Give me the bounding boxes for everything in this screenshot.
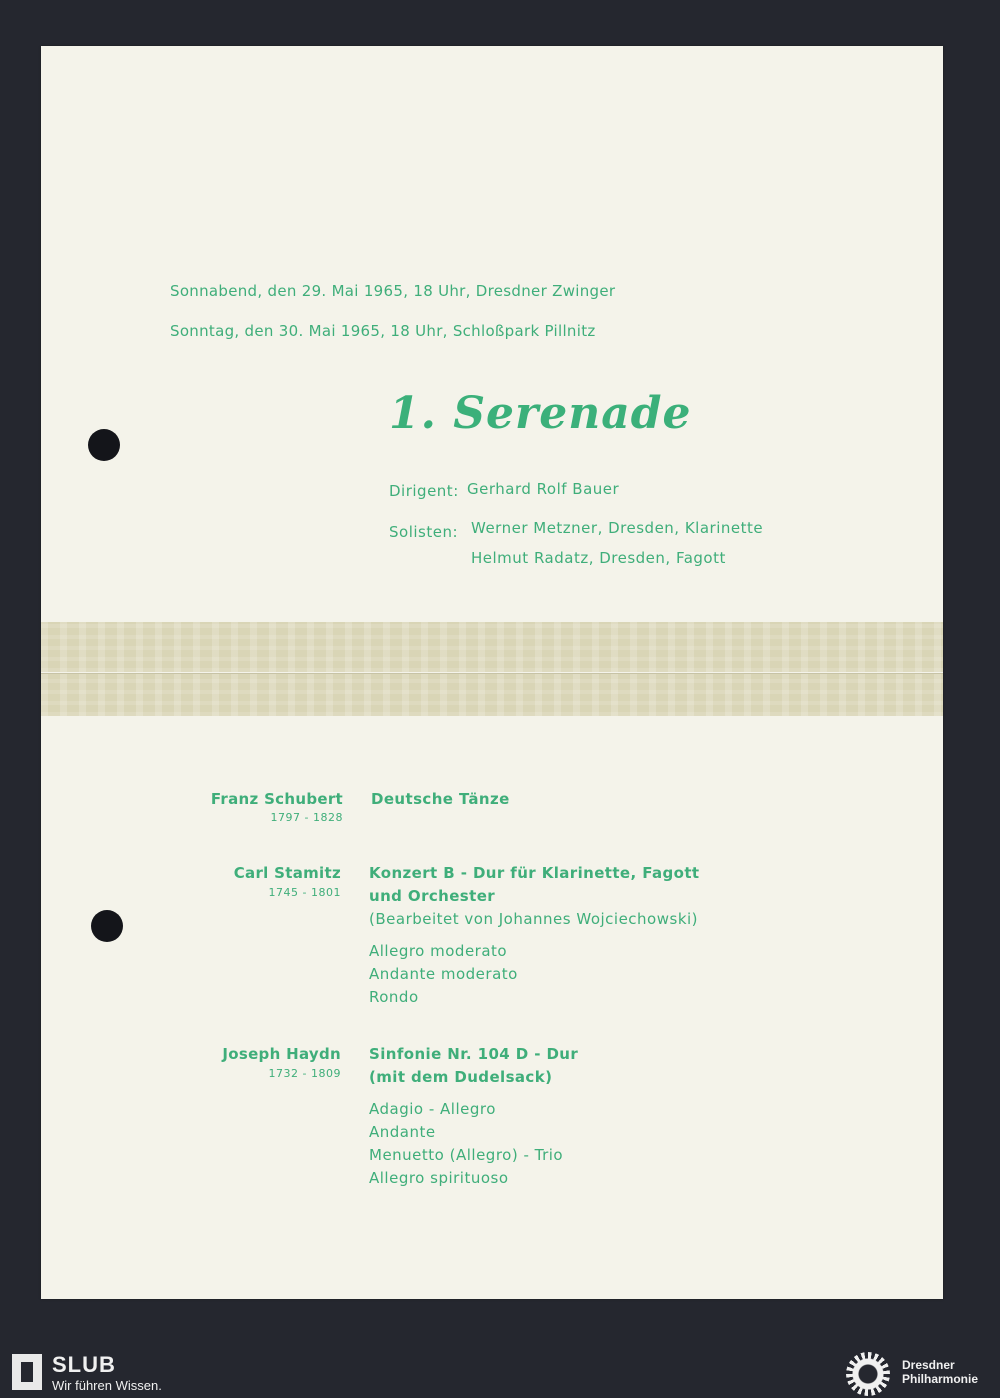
conductor-name: Gerhard Rolf Bauer — [467, 480, 620, 498]
program-sheet — [41, 46, 943, 1299]
soloist-2: Helmut Radatz, Dresden, Fagott — [471, 549, 726, 567]
work-title-continued: und Orchester — [369, 887, 496, 905]
composer-years: 1745 - 1801 — [268, 886, 341, 899]
work-title: Konzert B - Dur für Klarinette, Fagott — [369, 864, 700, 882]
slub-tagline: Wir führen Wissen. — [52, 1378, 162, 1393]
decorative-band-upper — [41, 622, 943, 672]
work-note: (Bearbeitet von Johannes Wojciechowski) — [369, 910, 699, 928]
page-title: 1. Serenade — [389, 388, 692, 439]
slub-logo-icon[interactable] — [12, 1354, 42, 1390]
punch-hole-top — [88, 429, 120, 461]
movement: Adagio - Allegro — [369, 1100, 496, 1118]
composer-years: 1732 - 1809 — [268, 1067, 341, 1080]
composer-name: Franz Schubert — [210, 790, 343, 808]
punch-hole-bottom — [91, 910, 123, 942]
partner-name-line-2: Philharmonie — [902, 1372, 979, 1386]
composer-name: Carl Stamitz — [233, 864, 341, 882]
conductor-label: Dirigent: — [389, 482, 459, 500]
work-title: Deutsche Tänze — [371, 790, 510, 808]
movement: Menuetto (Allegro) - Trio — [369, 1146, 564, 1164]
date-line-2: Sonntag, den 30. Mai 1965, 18 Uhr, Schloßpark Pillnitz — [170, 322, 596, 340]
movement: Andante moderato — [369, 965, 518, 983]
decorative-band-lower — [41, 674, 943, 716]
date-line-1: Sonnabend, den 29. Mai 1965, 18 Uhr, Dresdner Zwinger — [170, 282, 616, 300]
soloists-label: Solisten: — [389, 523, 459, 541]
movement: Allegro spirituoso — [369, 1169, 509, 1187]
work-title-continued: (mit dem Dudelsack) — [369, 1068, 553, 1086]
partner-name-line-1: Dresdner — [902, 1358, 955, 1372]
work-title: Sinfonie Nr. 104 D - Dur — [369, 1045, 579, 1063]
movement: Allegro moderato — [369, 942, 508, 960]
composer-name: Joseph Haydn — [222, 1045, 341, 1063]
movement: Rondo — [369, 988, 419, 1006]
soloist-1: Werner Metzner, Dresden, Klarinette — [471, 519, 764, 537]
philharmonie-logo-icon[interactable] — [846, 1352, 890, 1396]
composer-years: 1797 - 1828 — [270, 811, 343, 824]
slub-name[interactable]: SLUB — [52, 1352, 116, 1377]
partner-name[interactable] — [902, 1358, 978, 1386]
movement: Andante — [369, 1123, 436, 1141]
footer-bar — [0, 1346, 1000, 1398]
